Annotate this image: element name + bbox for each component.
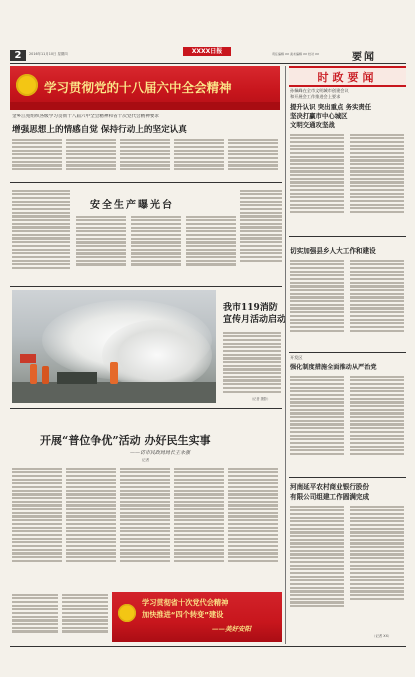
story1-kicker-2: 和开展会工作推进会上要求: [290, 94, 341, 99]
header-rule: [10, 63, 406, 64]
mid-right-brief: [240, 188, 282, 283]
story1-headline-2: 坚决打赢市中心城区: [290, 112, 348, 120]
fire-drill-photo: [12, 290, 216, 403]
section-title: 要闻: [352, 52, 376, 63]
banner-pole: [20, 354, 36, 363]
banner-decoration: [10, 102, 280, 110]
fire-drill-headline-2: 宣传月活动启动: [223, 315, 287, 325]
story1-headline-3: 文明交通攻坚战: [290, 121, 335, 129]
safety-section-title: 安全生产曝光台: [90, 200, 174, 211]
banner-title: 学习贯彻党的十八届六中全会精神: [44, 80, 232, 95]
photo-rule: [10, 408, 282, 409]
page-number: 2: [10, 50, 26, 61]
story2-headline: 切实加强县乡人大工作和建设: [290, 247, 376, 255]
fire-drill-body: [223, 330, 281, 398]
firefighter: [42, 366, 49, 384]
lead-rule: [10, 182, 282, 183]
ground: [12, 382, 216, 403]
left-brief: [12, 188, 70, 283]
firefighter: [110, 362, 118, 384]
story3-headline: 强化制度措施全面推动从严治党: [290, 364, 377, 371]
sidebar-rule-3: [289, 477, 406, 478]
date-line: 2016年11月10日 星期四: [29, 52, 68, 56]
story2-body: [290, 258, 406, 350]
smoke-cloud-2: [102, 320, 212, 390]
feature-byline: 记者: [142, 458, 150, 462]
story3-kicker: 开发区: [290, 355, 303, 360]
story4-footer: （记者 XX）: [372, 634, 392, 638]
story3-body: [290, 374, 406, 474]
crowd: [57, 372, 97, 384]
sidebar-title-bar: [289, 66, 406, 87]
bottom-banner-line3: ——美好安阳: [212, 625, 251, 633]
fire-drill-caption: （记者 摄影）: [250, 397, 271, 401]
party-emblem-icon: [118, 604, 136, 622]
feature-subhead: ——访市民政局局长王永强: [130, 450, 191, 456]
story1-kicker: 孙佩峰在全市文明城市创建会议: [290, 88, 349, 93]
column-divider: [285, 66, 286, 644]
story4-headline-2: 有限公司组建工作圆满完成: [290, 493, 370, 501]
lead-body: [12, 137, 280, 179]
lead-kicker: 金乡江苑组织各级学习贯彻十八届六中全会精神和省十次党代会精神要求: [12, 114, 160, 119]
lead-headline: 增强思想上的情感自觉 保持行动上的坚定认真: [12, 125, 187, 135]
story1-headline: 提升认识 突出重点 务实责任: [290, 103, 372, 111]
sidebar-title: 时政要闻: [317, 71, 378, 84]
feature-body: [12, 466, 280, 586]
firefighter: [30, 364, 37, 384]
bottom-left-body: [12, 592, 108, 644]
story1-body: [290, 132, 406, 232]
banner: [10, 66, 280, 110]
sidebar-rule-1: [289, 236, 406, 237]
bottom-banner: [112, 592, 282, 642]
sidebar-rule-2: [289, 352, 406, 353]
bottom-banner-line2: 加快推进“四个转变”建设: [142, 610, 224, 619]
safety-rule: [10, 286, 282, 287]
editor-line: 责任编辑 XX 美术编辑 XX 校对 XX: [272, 52, 320, 56]
safety-body: [76, 214, 238, 284]
feature-headline: 开展“普位争优”活动 办好民生实事: [40, 434, 211, 447]
bottom-banner-line1: 学习贯彻省十次党代会精神: [142, 598, 229, 607]
fire-drill-headline: 我市119消防: [223, 303, 278, 313]
party-emblem-icon: [16, 74, 38, 96]
story4-body: [290, 504, 406, 634]
masthead: XXXX日报: [183, 47, 231, 56]
story4-headline: 河南延平农村商业银行股份: [290, 483, 370, 491]
footer-rule: [10, 646, 406, 647]
